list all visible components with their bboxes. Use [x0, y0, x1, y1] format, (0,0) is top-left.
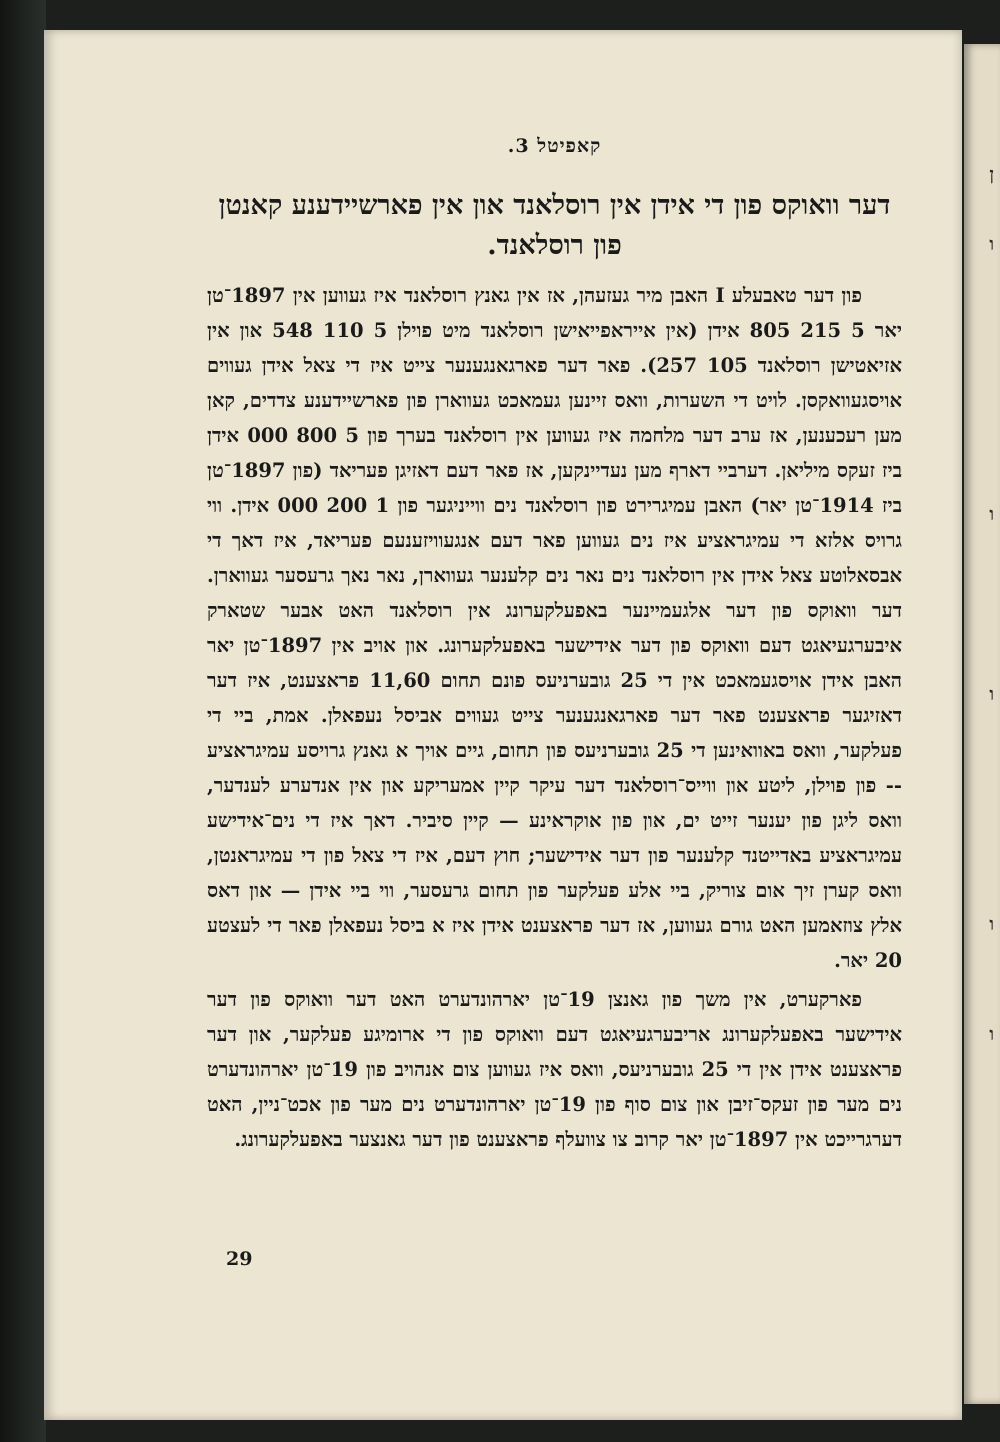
- adjacent-page-mark: ו: [989, 684, 994, 705]
- book-cover-edge: [0, 0, 46, 1442]
- adjacent-page-mark: ו: [989, 914, 994, 935]
- page-number: 29: [226, 1248, 253, 1270]
- adjacent-page-mark: ו: [989, 234, 994, 255]
- adjacent-page-mark: ן: [989, 164, 994, 185]
- body-paragraph-1: פון דער טאבעלע I האבן מיר געזעהן, אז אין גאנץ רוסלאנד איז געווען אין 1897־טן יאר 5 215 805 אידן (אין אייראפייאישן רוסלאנד מיט פוילן 5 110 548 און אין אזיאטישן רוסלאנד 105 257). פאר דער פארגאנגענער צייט איז די צאל אידן געווים אויסגעוואקסן. לויט די השערות, וואס זיינען געמאכט געווארן פון פארשיידענע צדדים, קאן מען רעכענען, אז ערב דער מלחמה איז געווען אין רוסלאנד בערך פון 5 800 000 אידן ביז זעקס מיליאן. דערביי דארף מען נעדיינקען, אז פאר דעם דאזיגן פעריאד (פון 1897־טן ביז 1914־טן יאר) האבן עמיגרירט פון רוסלאנד נים ווייניגער פון 1 200 000 אידן. ווי גרויס אלזא די עמיגראציע איז נים געווען פאר דעם אנגעוויזענעם פעריאד, איז דאך די אבסאלוטע צאל אידן אין רוסלאנד נים נאר נים קלענער געווארן, נאר נאך גרעסער געווארן. דער וואוקס פון דער אלגעמיינער באפעלקערונג אין רוסלאנד האט אבער שטארק איבערגעיאגט דעם וואוקס פון דער אידישער באפעלקערונג. און אויב אין 1897־טן יאר האבן אידן אויסגעמאכט אין די 25 גובערניעס פונם תחום 11,60 פראצענט, איז דער דאזיגער פראצענט פאר דער פארגאנגענער צייט געווים אביסל נעפאלן. אמת, ביי די פעלקער, וואס באוואינען די 25 גובערניעס פון תחום, גיים אויך א גאנץ גרויסע עמיגראציע -- פון פוילן, ליטע און ווייס־רוסלאנד דער עיקר קיין אמעריקע און אין אנדערע לענדער, וואס ליגן פון יענער זייט ים, און פון אוקראינע — קיין סיביר. דאך איז די נים־אידישע עמיגראציע באדייטנד קלענער פון דער אידישער; חוץ דעם, איז די צאל פון די עמיגראנטן, וואס קערן זיך אום צוריק, ביי אלע פעלקער פון תחום גרעסער, ווי ביי אידן — און דאס אלץ צוזאמען האט גורם געווען, אז דער פראצענט אידן איז א ביסל נעפאלן פאר די לעצטע 20 יאר.: [207, 284, 903, 972]
- adjacent-page-mark: ו: [989, 1024, 994, 1045]
- page-text-block: [207, 135, 902, 1157]
- adjacent-page-mark: ו: [989, 504, 994, 525]
- adjacent-page-edge: [964, 44, 1000, 1404]
- section-title: דער וואוקס פון די אידן אין רוסלאנד און אין פארשיידענע קאנטן פון רוסלאנד.: [218, 190, 891, 261]
- body-paragraph-2: פארקערט, אין משך פון גאנצן 19־טן יארהונדערט האט דער וואוקס פון דער אידישער באפעלקערונג אריבערגעיאגט דעם וואוקס פון די ארומיגע פעלקער, און דער פראצענט אידן אין די 25 גובערניעס, וואס איז געווען צום אנהויב פון 19־טן יארהונדערט נים מער פון זעקס־זיבן און צום סוף פון 19־טן יארהונדערט נים מער פון אכט־ניין, האט דערגרייכט אין 1897־טן יאר קרוב צו צוועלף פראצענט פון דער גאנצער באפעלקערונג.: [207, 988, 902, 1151]
- chapter-heading: קאפיטל 3.: [507, 135, 602, 157]
